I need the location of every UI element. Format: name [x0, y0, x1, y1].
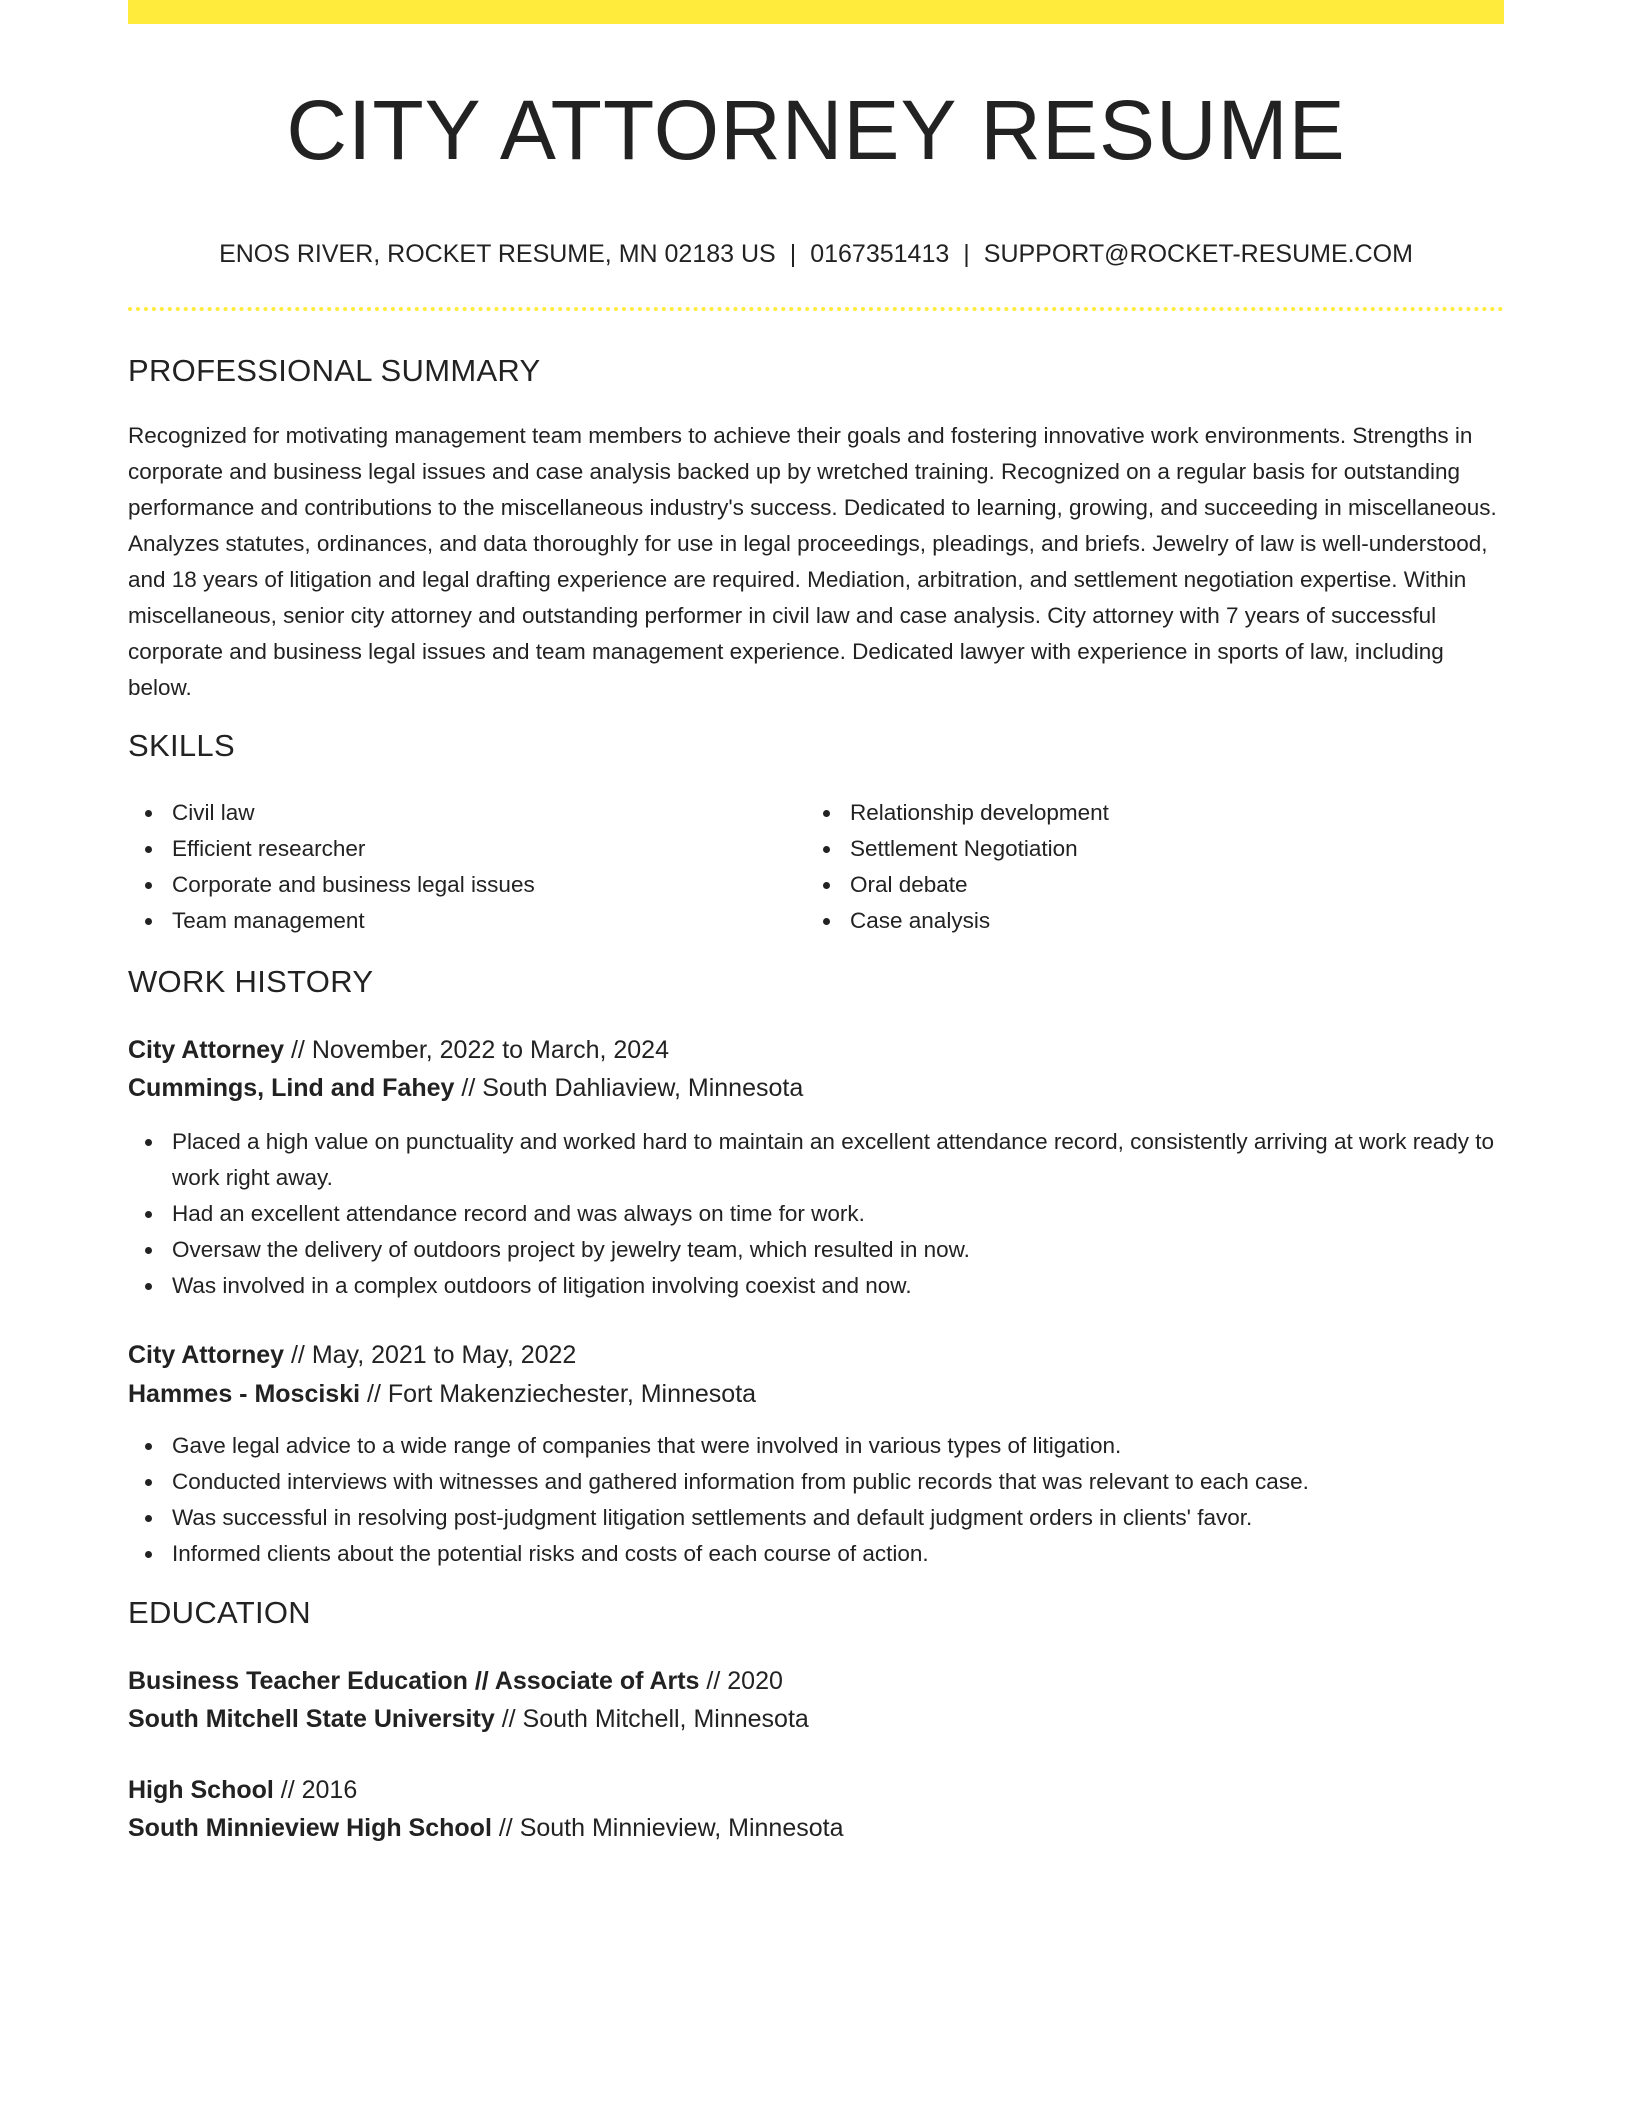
- job-bullet: Was successful in resolving post-judgment litigation settlements and default judgment orders in clients' favor.: [128, 1500, 1504, 1536]
- skill-item: Civil law: [128, 795, 768, 831]
- edu-school-line: [128, 1701, 809, 1737]
- skill-item: Case analysis: [806, 903, 1446, 939]
- job-bullet: Gave legal advice to a wide range of companies that were involved in various types of litigation.: [128, 1428, 1504, 1464]
- job-bullet: Was involved in a complex outdoors of litigation involving coexist and now.: [128, 1268, 1504, 1304]
- education-heading: EDUCATION: [128, 1595, 311, 1630]
- job-dates: // May, 2021 to May, 2022: [290, 1341, 577, 1369]
- skills-heading: SKILLS: [128, 728, 235, 763]
- contact-email: SUPPORT@ROCKET-RESUME.COM: [983, 240, 1413, 268]
- job-bullet: Oversaw the delivery of outdoors project by jewelry team, which resulted in now.: [128, 1232, 1504, 1268]
- job-company-line: [128, 1070, 803, 1106]
- job-bullets: [128, 1428, 1504, 1572]
- job-title: City Attorney: [128, 1036, 285, 1064]
- edu-school: South Minnieview High School: [128, 1814, 492, 1842]
- edu-school-line: [128, 1810, 844, 1846]
- edu-degree-line: [128, 1663, 783, 1699]
- contact-line: [128, 238, 1504, 270]
- job-location: // Fort Makenziechester, Minnesota: [367, 1380, 757, 1408]
- job-bullets: [128, 1124, 1504, 1304]
- edu-location: // South Mitchell, Minnesota: [501, 1705, 809, 1733]
- job-company: Cummings, Lind and Fahey: [128, 1074, 455, 1102]
- summary-heading: PROFESSIONAL SUMMARY: [128, 353, 541, 388]
- work-history-heading: WORK HISTORY: [128, 964, 374, 999]
- resume-title: CITY ATTORNEY RESUME: [286, 83, 1346, 177]
- skill-item: Settlement Negotiation: [806, 831, 1446, 867]
- edu-school: South Mitchell State University: [128, 1705, 495, 1733]
- skill-item: Corporate and business legal issues: [128, 867, 768, 903]
- skill-item: Efficient researcher: [128, 831, 768, 867]
- job-company: Hammes - Mosciski: [128, 1380, 361, 1408]
- skills-list-left: [128, 795, 768, 939]
- job-location: // South Dahliaview, Minnesota: [461, 1074, 804, 1102]
- job-bullet: Placed a high value on punctuality and worked hard to maintain an excellent attendance record, consistently arriving at work ready to work right away.: [128, 1124, 1504, 1196]
- job-bullet: Informed clients about the potential risks and costs of each course of action.: [128, 1536, 1504, 1572]
- job-title: City Attorney: [128, 1341, 285, 1369]
- skill-item: Team management: [128, 903, 768, 939]
- job-company-line: [128, 1376, 756, 1412]
- job-dates: // November, 2022 to March, 2024: [290, 1036, 669, 1064]
- edu-degree: Business Teacher Education // Associate of Arts: [128, 1667, 700, 1695]
- skill-item: Oral debate: [806, 867, 1446, 903]
- job-bullet: Had an excellent attendance record and was always on time for work.: [128, 1196, 1504, 1232]
- header-divider: [128, 307, 1504, 311]
- edu-degree-line: [128, 1772, 357, 1808]
- top-accent-bar: [128, 0, 1504, 24]
- contact-separator: |: [963, 240, 970, 268]
- edu-year: // 2020: [706, 1667, 783, 1695]
- edu-degree: High School: [128, 1776, 274, 1804]
- contact-phone: 0167351413: [810, 240, 950, 268]
- skill-item: Relationship development: [806, 795, 1446, 831]
- contact-separator: |: [789, 240, 797, 268]
- job-title-line: [128, 1337, 576, 1373]
- summary-text: Recognized for motivating management team members to achieve their goals and fostering innovative work environments. Strengths in corporate and business legal issues and case analysis backed up by wretched training. Recognized on a regular basis for outstanding performance and contributions to the miscellaneous industry's success. Dedicated to learning, growing, and succeeding in miscellaneous. Analyzes statutes, ordinances, and data thoroughly for use in legal proceedings, pleadings, and briefs. Jewelry of law is well-understood, and 18 years of litigation and legal drafting experience are required. Mediation, arbitration, and settlement negotiation expertise. Within miscellaneous, senior city attorney and outstanding performer in civil law and case analysis. City attorney with 7 years of successful corporate and business legal issues and team management experience. Dedicated lawyer with experience in sports of law, including below.: [128, 423, 1497, 700]
- edu-year: // 2016: [280, 1776, 358, 1804]
- skills-list-right: [806, 795, 1446, 939]
- job-bullet: Conducted interviews with witnesses and gathered information from public records that was relevant to each case.: [128, 1464, 1504, 1500]
- edu-location: // South Minnieview, Minnesota: [498, 1814, 844, 1842]
- job-title-line: [128, 1032, 669, 1068]
- contact-address: ENOS RIVER, ROCKET RESUME, MN 02183 US: [219, 240, 776, 268]
